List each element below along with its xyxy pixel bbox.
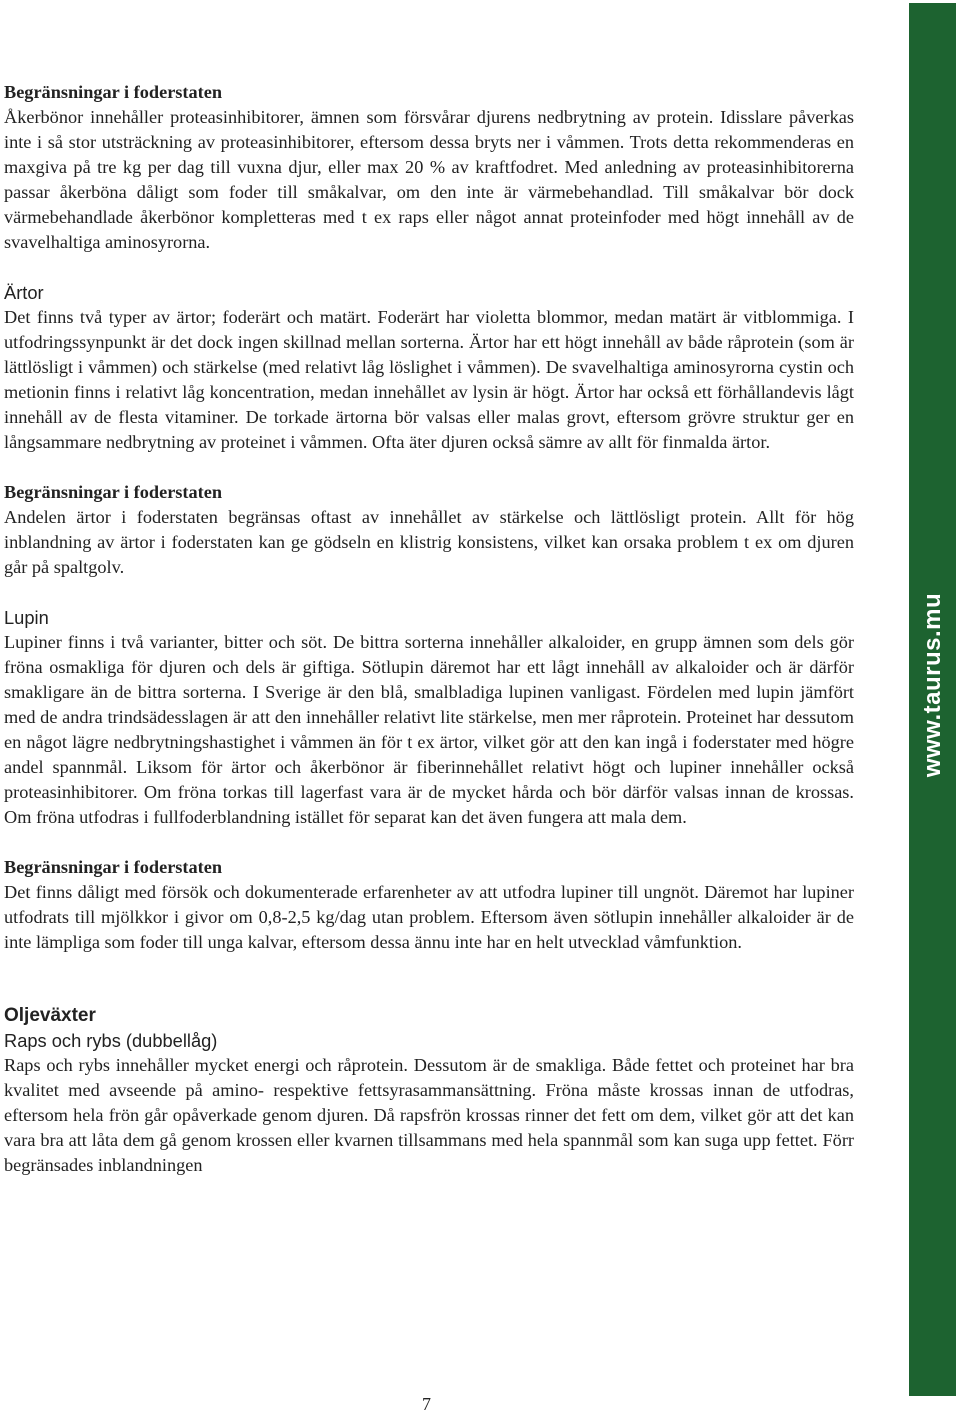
page-number: 7 (422, 1394, 431, 1414)
paragraph: Det finns två typer av ärtor; foderärt och matärt. Foderärt har violetta blommor, medan matärt är vitblommiga. I utfodringssynpunkt är det dock ingen skillnad mellan sorterna. Ärtor har ett högt innehåll av både råprotein (som är lättlösligt i våmmen) och stärkelse (med relativt låg löslighet i våmmen). De svavelhaltiga aminosyrorna cystin och metionin finns i relativt låg koncentration, medan innehållet av lysin är högt. Ärtor har också ett förhållandevis lågt innehåll av de flesta vitaminer. De torkade ärtorna bör valsas eller malas grovt, eftersom grövre struktur ger en långsammare nedbrytning av proteinet i våmmen. Ofta äter djuren också sämre av allt för finmalda ärtor. (4, 307, 854, 452)
section-artor (4, 280, 854, 455)
section-lupin (4, 605, 854, 830)
chapter-heading: Oljeväxter (4, 1005, 96, 1026)
section-begransningar-3 (4, 855, 854, 955)
section-begransningar-2 (4, 480, 854, 580)
paragraph: Raps och rybs innehåller mycket energi och råprotein. Dessutom är de smakliga. Både fettet och proteinet har bra kvalitet med avseende på amino- respektive fettsyrasammansättning. Fröna måste krossas innan de utfodras, eftersom hela frön går opåverkade genom djuren. Då rapsfrön krossas rinner det fett om dem, vilket gör att det kan vara bra att låta dem gå genom krossen eller kvarnen tillsammans med hela spannmål som kan suga upp fettet. Förr begränsades inblandningen (4, 1055, 854, 1175)
paragraph: Åkerbönor innehåller proteasinhibitorer, ämnen som försvårar djurens nedbrytning av protein. Idisslare påverkas inte i så stor utsträckning av proteasinhibitorer, eftersom dessa bryts ner i våmmen. Trots detta rekommenderas en maxgiva på tre kg per dag till vuxna djur, eller max 20 % av kraftfodret. Med anledning av proteasinhibitorerna passar åkerböna dåligt som foder till småkalvar, om den inte är värmebehandlad. Till småkalvar bör dock värmebehandlade åkerbönor kompletteras med t ex raps eller något annat proteinfoder med högt innehåll av de svavelhaltiga aminosyrorna. (4, 107, 854, 252)
section-begransningar-1 (4, 80, 854, 255)
paragraph: Lupiner finns i två varianter, bitter och söt. De bittra sorterna innehåller alkaloider, en grupp ämnen som dels gör fröna osmakliga för djuren och dels är giftiga. Sötlupin däremot har ett lågt innehåll av alkaloider och är därför smakligare än de bittra sorterna. I Sverige är den blå, smalbladiga lupinen vanligast. Fördelen med lupin jämfört med de andra trindsädesslagen är att den innehåller relativt lite stärkelse, men mer råprotein. Proteinet har dessutom en något lägre nedbrytningshastighet i våmmen än för t ex ärtor, vilket gör att den kan ingå i foderstater med högre andel spannmål. Liksom för ärtor och åkerbönor är fiberinnehållet relativt högt och lupiner innehåller också proteasinhibitorer. Om fröna torkas till lagerfast vara är de mycket hårda och bör därför valsas innan de krossas. Om fröna utfodras i fullfoderblandning istället för separat kan det även fungera att mala dem. (4, 632, 854, 827)
section-heading: Begränsningar i foderstaten (4, 857, 223, 877)
section-heading: Ärtor (4, 282, 44, 303)
section-heading: Begränsningar i foderstaten (4, 82, 223, 102)
website-url: www.taurus.mu (919, 592, 946, 778)
section-heading: Raps och rybs (dubbellåg) (4, 1030, 218, 1051)
paragraph: Det finns dåligt med försök och dokumenterade erfarenheter av att utfodra lupiner till ungnöt. Däremot har lupiner utfodrats till mjölkkor i givor om 0,8-2,5 kg/dag utan problem. Eftersom även sötlupin innehåller alkaloider är de inte lämpliga som foder till unga kalvar, eftersom dessa ännu inte har en helt utvecklad våmfunktion. (4, 882, 854, 952)
document-body (4, 80, 854, 1178)
paragraph: Andelen ärtor i foderstaten begränsas oftast av innehållet av stärkelse och lättlösligt protein. Allt för hög inblandning av ärtor i foderstaten kan ge gödseln en klistrig konsistens, vilket kan orsaka problem t ex om djuren går på spaltgolv. (4, 507, 854, 577)
section-oljevaxter (4, 1003, 854, 1178)
section-heading: Lupin (4, 607, 49, 628)
section-heading: Begränsningar i foderstaten (4, 482, 223, 502)
